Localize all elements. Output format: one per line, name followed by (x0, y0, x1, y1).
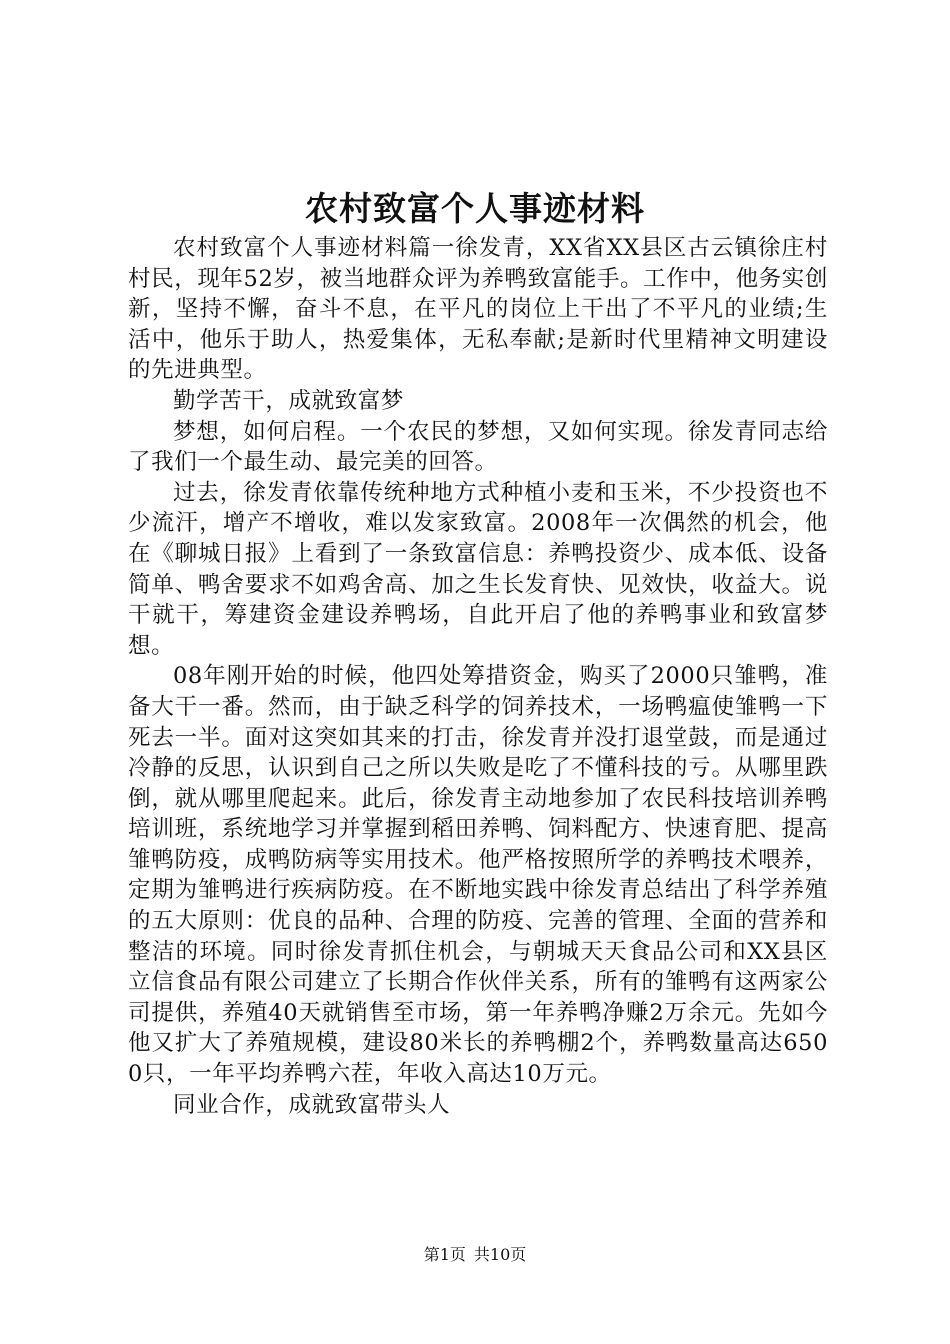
page-total: 共10页 (473, 1245, 527, 1264)
page-number: 第1页 (423, 1245, 466, 1264)
document-body (128, 233, 828, 1120)
document-title: 农村致富个人事迹材料 (305, 189, 645, 228)
section-heading-study-hard: 勤学苦干，成就致富梦 (173, 387, 405, 414)
paragraph-dream: 梦想，如何启程。一个农民的梦想，又如何实现。徐发青同志给了我们一个最生动、最完美的回答。 (128, 418, 828, 476)
page-footer (0, 1244, 950, 1266)
section-heading-cooperation: 同业合作，成就致富带头人 (173, 1091, 451, 1118)
paragraph-intro: 农村致富个人事迹材料篇一徐发青，XX省XX县区古云镇徐庄村村民，现年52岁，被当地群众评为养鸭致富能手。工作中，他务实创新，坚持不懈，奋斗不息，在平凡的岗位上干出了不平凡的业绩;生活中，他乐于助人，热爱集体，无私奉献;是新时代里精神文明建设的先进典型。 (128, 235, 828, 384)
paragraph-past: 过去，徐发青依靠传统种地方式种植小麦和玉米，不少投资也不少流汗，增产不增收，难以发家致富。2008年一次偶然的机会，他在《聊城日报》上看到了一条致富信息：养鸭投资少、成本低、设备简单、鸭舍要求不如鸡舍高、加之生长发育快、见效快，收益大。说干就干，筹建资金建设养鸭场，自此开启了他的养鸭事业和致富梦想。 (128, 479, 828, 659)
paragraph-2008-start: 08年刚开始的时候，他四处筹措资金，购买了2000只雏鸭，准备大干一番。然而，由于缺乏科学的饲养技术，一场鸭瘟使雏鸭一下死去一半。面对这突如其来的打击，徐发青并没打退堂鼓，而是通过冷静的反思，认识到自己之所以失败是吃了不懂科技的亏。从哪里跌倒，就从哪里爬起来。此后，徐发青主动地参加了农民科技培训养鸭培训班，系统地学习并掌握到稻田养鸭、饲料配方、快速育肥、提高雏鸭防疫，成鸭防病等实用技术。他严格按照所学的养鸭技术喂养，定期为雏鸭进行疾病防疫。在不断地实践中徐发青总结出了科学养殖的五大原则：优良的品种、合理的防疫、完善的管理、全面的营养和整洁的环境。同时徐发青抓住机会，与朝城天天食品公司和XX县区立信食品有限公司建立了长期合作伙伴关系，所有的雏鸭有这两家公司提供，养殖40天就销售至市场，第一年养鸭净赚2万余元。先如今他又扩大了养殖规模，建设80米长的养鸭棚2个，养鸭数量高达6500只，一年平均养鸭六茬，年收入高达10万元。 (128, 663, 828, 1088)
